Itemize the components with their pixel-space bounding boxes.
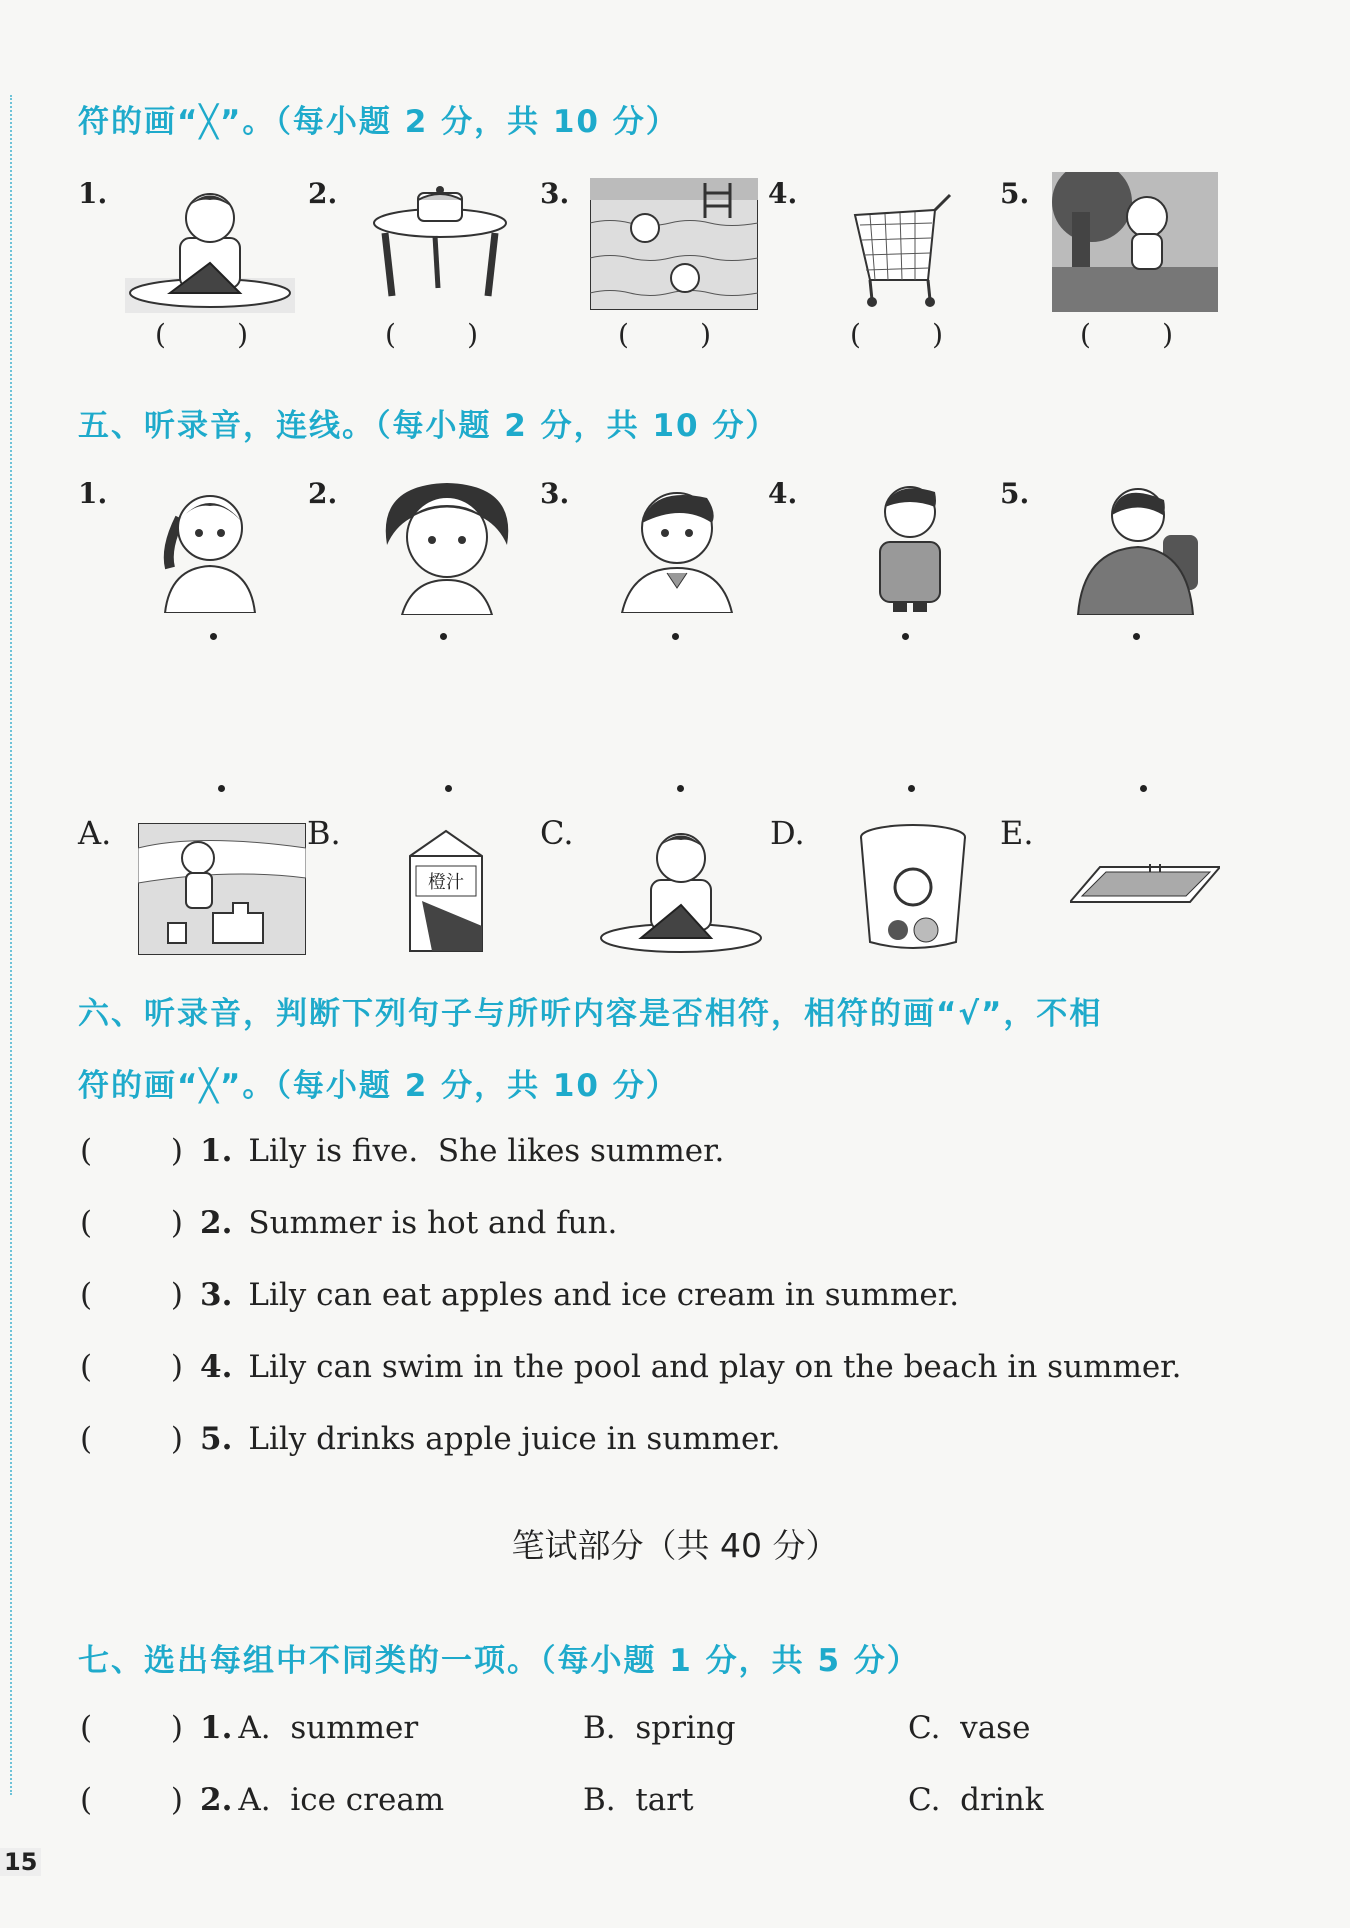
written-part-title: 笔试部分（共 40 分） [511, 1526, 839, 1565]
match-dot[interactable] [1140, 785, 1147, 792]
match-dot[interactable] [677, 785, 684, 792]
option-c: C. drink [908, 1782, 1044, 1818]
answer-paren[interactable]: ( ) [80, 1782, 184, 1818]
s5-option-letter: E. [1000, 814, 1034, 852]
match-dot[interactable] [210, 633, 217, 640]
s6-question-row [80, 1205, 617, 1241]
answer-paren[interactable]: ( ) [80, 1277, 184, 1313]
match-dot[interactable] [902, 633, 909, 640]
s4-item-num: 3. [540, 177, 570, 210]
s7-question-row [80, 1782, 444, 1818]
option-a: A. ice cream [238, 1782, 445, 1818]
answer-paren[interactable]: ( ) [80, 1710, 184, 1746]
s4-item-num: 5. [1000, 177, 1030, 210]
question-text: Summer is hot and fun. [248, 1205, 618, 1241]
s6-question-row [80, 1421, 781, 1457]
s5-option-letter: B. [307, 814, 341, 852]
s5-item-num: 1. [78, 477, 108, 510]
match-dot[interactable] [445, 785, 452, 792]
match-dot[interactable] [1133, 633, 1140, 640]
question-number: 5. [200, 1421, 233, 1457]
question-text: Lily can swim in the pool and play on the beach in summer. [248, 1349, 1182, 1385]
girl-ponytail-image [155, 478, 265, 613]
boy-polo-shirt-image [865, 472, 955, 612]
s5-option-letter: D. [770, 814, 805, 852]
answer-paren[interactable]: ( ) [618, 318, 712, 351]
s4-item-num: 1. [78, 177, 108, 210]
section7-heading: 七、选出每组中不同类的一项。（每小题 1 分，共 5 分） [78, 1643, 920, 1679]
page-number: 15 [0, 1848, 41, 1876]
answer-paren[interactable]: ( ) [80, 1205, 184, 1241]
option-b: B. spring [583, 1710, 736, 1746]
s5-item-num: 3. [540, 477, 570, 510]
swimming-pool-image [1070, 862, 1220, 907]
option-b: B. tart [583, 1782, 694, 1818]
question-text: Lily is five. She likes summer. [248, 1133, 725, 1169]
match-dot[interactable] [440, 633, 447, 640]
question-number: 1. [200, 1133, 233, 1169]
option-c: C. vase [908, 1710, 1031, 1746]
match-dot[interactable] [218, 785, 225, 792]
question-text: Lily can eat apples and ice cream in summer. [248, 1277, 960, 1313]
answer-paren[interactable]: ( ) [80, 1349, 184, 1385]
kids-swimming-pool-image [590, 178, 758, 310]
match-dot[interactable] [908, 785, 915, 792]
s5-item-num: 5. [1000, 477, 1030, 510]
s5-option-letter: C. [540, 814, 574, 852]
orange-juice-carton-image [402, 826, 490, 954]
boy-school-uniform-image [612, 478, 742, 613]
section6-heading-line2: 符的画“╳”。（每小题 2 分，共 10 分） [78, 1068, 679, 1104]
s7-question-row [80, 1710, 418, 1746]
section6-heading-line1: 六、听录音，判断下列句子与所听内容是否相符，相符的画“√”，不相 [78, 996, 1103, 1032]
girl-short-hair-image [372, 475, 522, 615]
girl-building-sandcastle-image [138, 823, 306, 955]
s5-item-num: 4. [768, 477, 798, 510]
boy-with-backpack-image [1068, 475, 1208, 615]
s4-item-num: 2. [308, 177, 338, 210]
question-number: 2. [200, 1205, 233, 1241]
answer-paren[interactable]: ( ) [385, 318, 479, 351]
answer-paren[interactable]: ( ) [155, 318, 249, 351]
question-text: Lily drinks apple juice in summer. [248, 1421, 781, 1457]
option-a: A. summer [238, 1710, 419, 1746]
boy-eating-watermelon-image [125, 178, 295, 313]
section5-heading: 五、听录音，连线。（每小题 2 分，共 10 分） [78, 408, 779, 444]
answer-paren[interactable]: ( ) [80, 1133, 184, 1169]
s4-item-num: 4. [768, 177, 798, 210]
ice-cream-cup-image [858, 822, 968, 954]
answer-paren[interactable]: ( ) [80, 1421, 184, 1457]
cake-on-table-image [370, 178, 510, 303]
answer-paren[interactable]: ( ) [850, 318, 944, 351]
section4-heading: 符的画“╳”。（每小题 2 分，共 10 分） [78, 104, 679, 140]
question-number: 4. [200, 1349, 233, 1385]
boy-eating-watermelon-image [596, 820, 766, 955]
shopping-cart-image [850, 185, 960, 310]
s5-item-num: 2. [308, 477, 338, 510]
answer-paren[interactable]: ( ) [1080, 318, 1174, 351]
s6-question-row [80, 1349, 1181, 1385]
s6-question-row [80, 1277, 959, 1313]
question-number: 2. [200, 1782, 233, 1818]
question-number: 1. [200, 1710, 233, 1746]
s6-question-row [80, 1133, 724, 1169]
s5-option-letter: A. [78, 814, 112, 852]
question-number: 3. [200, 1277, 233, 1313]
carton-label: 橙汁 [428, 872, 464, 893]
monkey-in-park-image [1052, 172, 1218, 312]
match-dot[interactable] [672, 633, 679, 640]
